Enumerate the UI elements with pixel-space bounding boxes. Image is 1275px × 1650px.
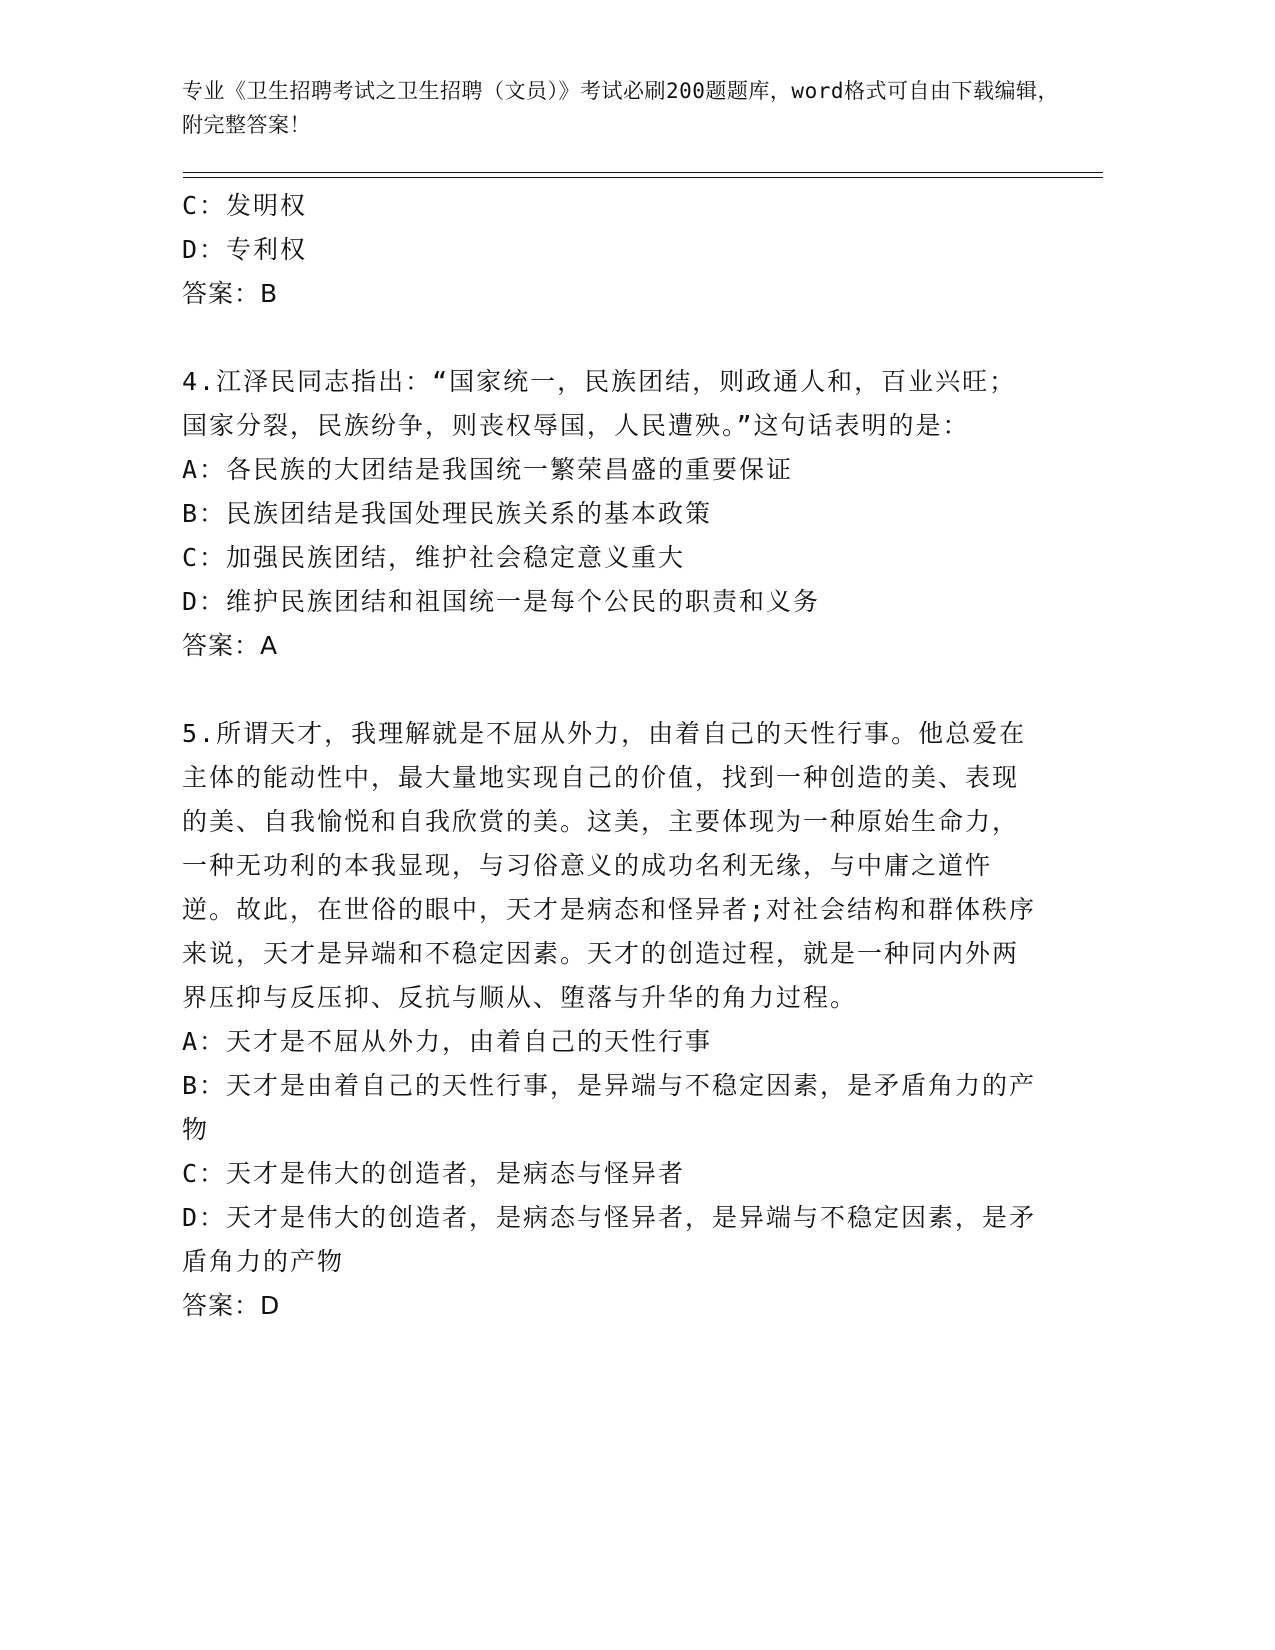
header-divider-top bbox=[183, 172, 1103, 173]
q3-answer: 答案：B bbox=[182, 279, 279, 308]
q5-answer: 答案：D bbox=[182, 1291, 281, 1320]
question-content bbox=[182, 184, 1042, 1328]
q4-option-d: D：维护民族团结和祖国统一是每个公民的职责和义务 bbox=[182, 587, 821, 616]
spacer bbox=[182, 668, 1042, 712]
q5-option-b: B：天才是由着自己的天性行事，是异端与不稳定因素，是矛盾角力的产物 bbox=[182, 1071, 1037, 1144]
q3-option-c: C：发明权 bbox=[182, 191, 308, 220]
q5-option-d: D：天才是伟大的创造者，是病态与怪异者，是异端与不稳定因素，是矛盾角力的产物 bbox=[182, 1203, 1037, 1276]
header-divider-bottom bbox=[183, 177, 1103, 178]
q4-option-b: B：民族团结是我国处理民族关系的基本政策 bbox=[182, 499, 713, 528]
q5-option-a: A：天才是不屈从外力，由着自己的天性行事 bbox=[182, 1027, 713, 1056]
spacer bbox=[182, 316, 1042, 360]
q5-option-c: C：天才是伟大的创造者，是病态与怪异者 bbox=[182, 1159, 686, 1188]
q4-answer: 答案：A bbox=[182, 631, 279, 660]
q4-option-c: C：加强民族团结，维护社会稳定意义重大 bbox=[182, 543, 686, 572]
q4-stem: 4.江泽民同志指出：“国家统一，民族团结，则政通人和，百业兴旺；国家分裂，民族纷争，则丧权辱国，人民遭殃。”这句话表明的是： bbox=[182, 367, 1017, 440]
q3-option-d: D：专利权 bbox=[182, 235, 308, 264]
q4-option-a: A：各民族的大团结是我国统一繁荣昌盛的重要保证 bbox=[182, 455, 794, 484]
q5-stem: 5.所谓天才，我理解就是不屈从外力，由着自己的天性行事。他总爱在主体的能动性中，最大量地实现自己的价值，找到一种创造的美、表现的美、自我愉悦和自我欣赏的美。这美，主要体现为一种原始生命力，一种无功利的本我显现，与习俗意义的成功名利无缘，与中庸之道忤逆。故此，在世俗的眼中，天才是病态和怪异者;对社会结构和群体秩序来说，天才是异端和不稳定因素。天才的创造过程，就是一种同内外两界压抑与反压抑、反抗与顺从、堕落与升华的角力过程。 bbox=[182, 719, 1037, 1012]
document-header: 专业《卫生招聘考试之卫生招聘（文员）》考试必刷200题题库，word格式可自由下载编辑，附完整答案！ bbox=[182, 79, 1059, 137]
